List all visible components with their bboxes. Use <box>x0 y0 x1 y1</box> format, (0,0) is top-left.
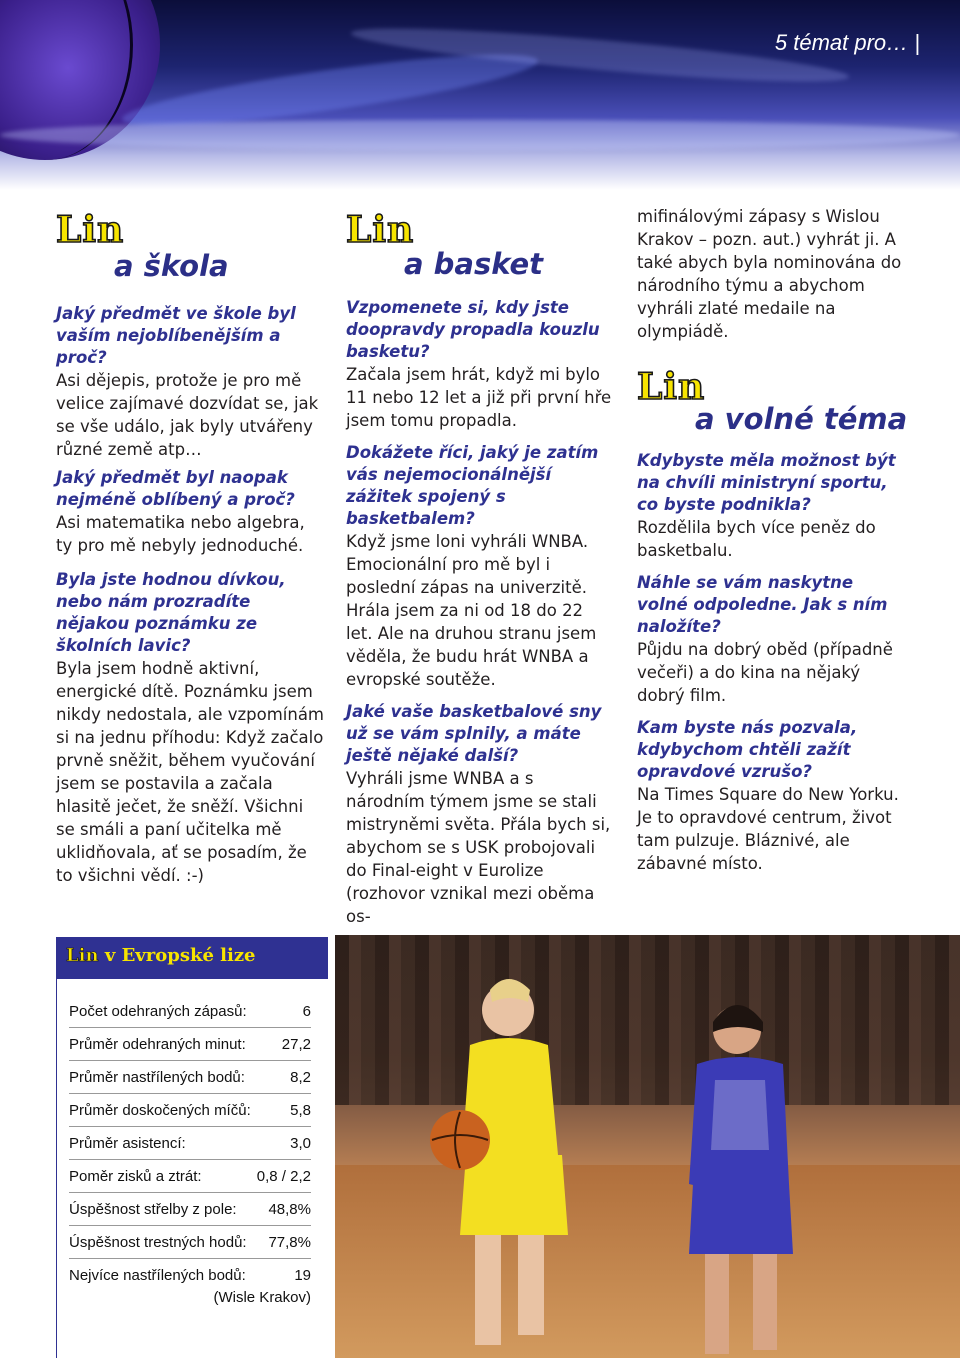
column-free-topic <box>637 205 909 875</box>
answer: Začala jsem hrát, když mi bylo 11 nebo 12 let a již při první hře jsem tomu propadla. <box>346 365 612 430</box>
question: Jaký předmět byl naopak nejméně oblíbený a proč? <box>56 468 295 509</box>
stat-label: Průměr odehraných minut: <box>69 1036 246 1053</box>
answer: Půjdu na dobrý oběd (případně večeři) a do kina na nějaký dobrý film. <box>637 640 893 705</box>
stats-title <box>66 945 256 966</box>
section-heading: a volné téma <box>695 402 908 436</box>
stat-value: 8,2 <box>290 1069 311 1086</box>
question: Jaké vaše basketbalové sny už se vám splnily, a máte ještě nějaké další? <box>346 702 602 765</box>
answer: Na Times Square do New Yorku. Je to opravdové centrum, život tam pulzuje. Bláznivé, ale zábavné místo. <box>637 785 899 873</box>
stats-table <box>56 979 329 1358</box>
question: Náhle se vám naskytne volné odpoledne. Jak s ním naložíte? <box>637 573 888 636</box>
continued-text: mifinálovými zápasy s Wislou Krakov – pozn. aut.) vyhrát ji. A také abych byla nominována do národního týmu a abychom vyhráli zlaté medaile na olympiádě. <box>637 207 902 341</box>
stats-row <box>69 1201 311 1221</box>
stat-value: 3,0 <box>290 1135 311 1152</box>
stat-label: Počet odehraných zápasů: <box>69 1003 247 1020</box>
answer: Byla jsem hodně aktivní, energické dítě. Poznámku jsem nikdy nedostala, ale vzpomínám si na jednu příhodu: Když začalo prvně sněžit, během vyučování jsem se postavila a začala hlasitě ječet, že sněží. Všichni se smáli a paní učitelka mě uklidňovala, ať se posadím, že to všichni vědí. :-) <box>56 659 325 885</box>
stat-label: Průměr doskočených míčů: <box>69 1102 251 1119</box>
stat-value: 48,8% <box>268 1201 311 1218</box>
stats-row <box>69 1069 311 1089</box>
question: Kdybyste měla možnost být na chvíli ministryní sportu, co byste podnikla? <box>637 451 896 514</box>
player-blue-figure <box>675 990 805 1358</box>
stat-value: 0,8 / 2,2 <box>256 1168 311 1185</box>
question: Jaký předmět ve škole byl vaším nejoblíbenějším a proč? <box>56 304 296 367</box>
question: Kam byste nás pozvala, kdybychom chtěli zažít opravdové vzrušo? <box>637 718 858 781</box>
stat-value: 6 <box>302 1003 311 1020</box>
answer: Když jsme loni vyhráli WNBA. Emocionální pro mě byl i poslední zápas na univerzitě. Hrála jsem za ni od 18 do 22 let. Ale na druhou stranu jsem věděla, že budu hrát WNBA a evropské soutěže. <box>346 532 597 689</box>
stats-row <box>69 1267 311 1311</box>
stat-label: Průměr nastřílených bodů: <box>69 1069 245 1086</box>
stat-label: Úspěšnost střelby z pole: <box>69 1201 237 1218</box>
stats-title-rest: v Evropské lize <box>98 945 256 966</box>
section-heading: a škola <box>114 249 229 283</box>
stats-row <box>69 1003 311 1023</box>
header-banner <box>0 0 960 190</box>
stat-label: Poměr zisků a ztrát: <box>69 1168 202 1185</box>
stat-label: Průměr asistencí: <box>69 1135 186 1152</box>
stats-row <box>69 1102 311 1122</box>
stat-value: 27,2 <box>281 1036 311 1053</box>
stats-row <box>69 1135 311 1155</box>
lin-logo: Lin <box>637 366 706 408</box>
answer: Asi matematika nebo algebra, ty pro mě nebyly jednoduché. <box>56 513 305 555</box>
stats-box <box>56 937 328 1358</box>
section-heading: a basket <box>404 247 544 281</box>
section-title: 5 témat pro… | <box>774 30 920 55</box>
question: Dokážete říci, jaký je zatím vás nejemocionálnější zážitek spojený s basketbalem? <box>346 443 599 528</box>
stats-row <box>69 1036 311 1056</box>
stat-value: 5,8 <box>290 1102 311 1119</box>
column-basket <box>346 200 614 928</box>
stat-label: Nejvíce nastřílených bodů: <box>69 1267 246 1284</box>
lin-logo: Lin <box>56 209 125 251</box>
stat-value: 77,8% <box>268 1234 311 1251</box>
lin-logo: Lin <box>346 209 415 251</box>
question: Vzpomenete si, kdy jste doopravdy propadla kouzlu basketu? <box>346 298 600 361</box>
stat-value: 19 <box>294 1267 311 1284</box>
stats-title-lin: Lin <box>66 945 99 966</box>
stats-row <box>69 1168 311 1188</box>
column-school <box>56 200 326 887</box>
stat-label: Úspěšnost trestných hodů: <box>69 1234 247 1251</box>
question: Byla jste hodnou dívkou, nebo nám prozradíte nějakou poznámku ze školních lavic? <box>56 570 286 655</box>
answer: Vyhráli jsme WNBA a s národním týmem jsme se stali mistryněmi světa. Přála bych si, abychom se s USK probojovali do Final-eight v Eurolize (rozhovor vznikal mezi oběma os- <box>346 769 611 926</box>
stat-note: (Wisle Krakov) <box>213 1289 311 1306</box>
answer: Asi dějepis, protože je pro mě velice zajímavé dozvídat se, jak se vše událo, jak byly utvářeny různé země atp… <box>56 371 319 459</box>
basketball-photo <box>335 935 960 1358</box>
player-yellow-figure <box>430 965 570 1358</box>
stats-row <box>69 1234 311 1254</box>
answer: Rozdělila bych více peněz do basketbalu. <box>637 518 876 560</box>
